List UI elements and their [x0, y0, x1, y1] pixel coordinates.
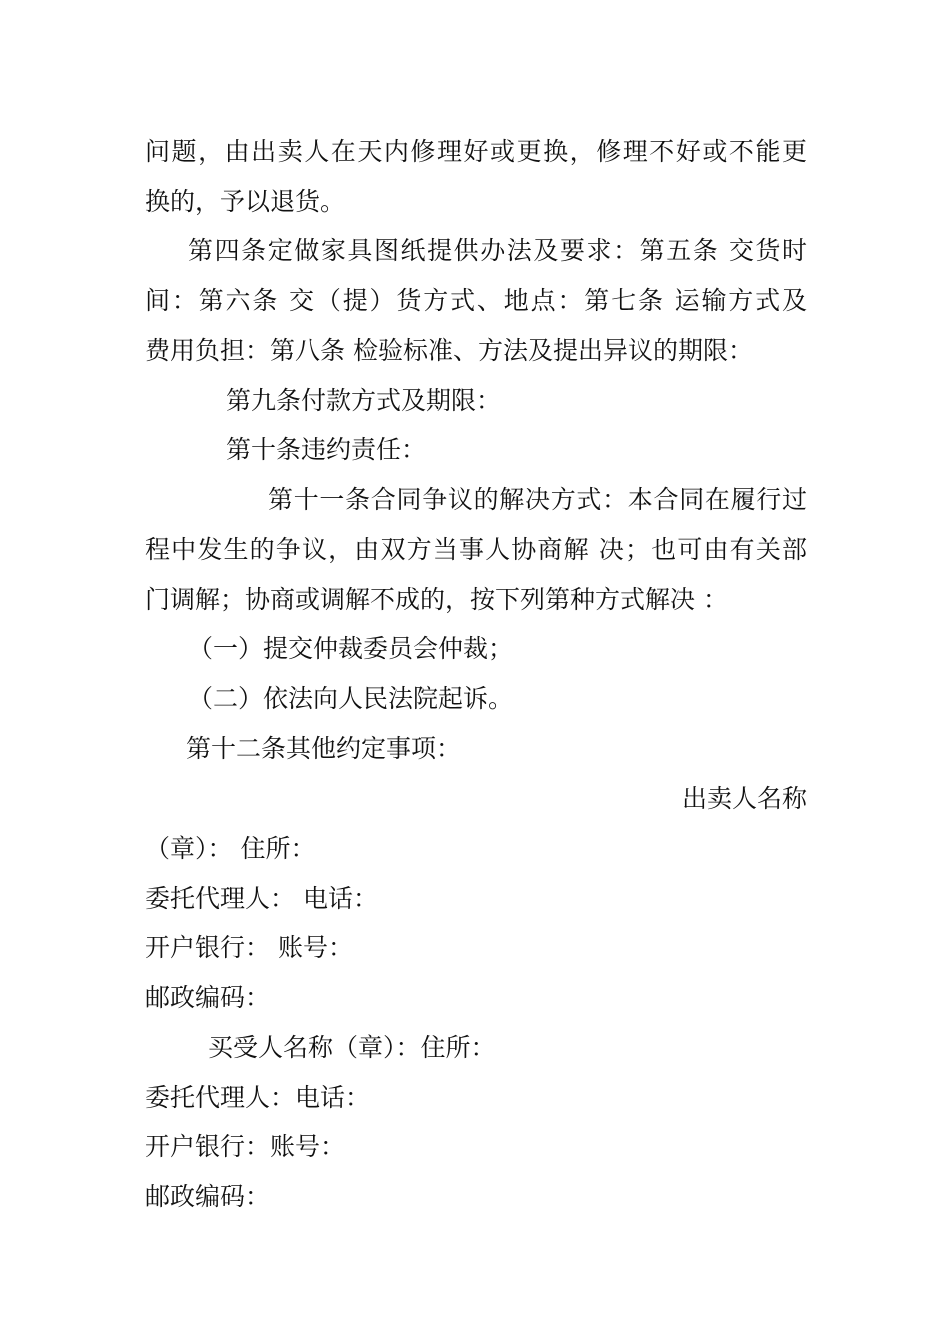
resolution-option-1: （一）提交仲裁委员会仲裁；: [188, 634, 514, 663]
seller-seal-address: （章）： 住所：: [145, 834, 316, 863]
seller-bank-account: 开户银行： 账号：: [145, 933, 353, 962]
article-12: 第十二条其他约定事项：: [186, 734, 462, 763]
seller-agent-phone: 委托代理人： 电话：: [145, 884, 378, 913]
body-line-1: 问题，由出卖人在天内修理好或更换，修理不好或不能更: [145, 137, 807, 166]
buyer-postcode: 邮政编码：: [145, 1182, 271, 1211]
article-9: 第九条付款方式及期限：: [226, 386, 502, 415]
article-4-line-2: 间：第六条 交（提）货方式、地点：第七条 运输方式及: [145, 286, 807, 315]
article-4-line-3: 费用负担：第八条 检验标准、方法及提出异议的期限：: [145, 336, 753, 365]
article-10: 第十条违约责任：: [226, 435, 427, 464]
article-11-line-1: 第十一条合同争议的解决方式：本合同在履行过: [268, 485, 807, 514]
seller-postcode: 邮政编码：: [145, 983, 271, 1012]
seller-name-label: 出卖人名称: [681, 784, 807, 813]
buyer-bank-account: 开户银行：账号：: [145, 1132, 346, 1161]
buyer-agent-phone: 委托代理人：电话：: [145, 1083, 371, 1112]
article-11-line-2: 程中发生的争议，由双方当事人协商解 决；也可由有关部: [145, 535, 807, 564]
buyer-name-address: 买受人名称（章）：住所：: [208, 1033, 496, 1062]
article-4-line-1: 第四条定做家具图纸提供办法及要求：第五条 交货时: [188, 236, 807, 265]
article-11-line-3: 门调解；协商或调解不成的，按下列第种方式解决 ：: [145, 585, 728, 614]
resolution-option-2: （二）依法向人民法院起诉。: [188, 684, 514, 713]
body-line-2: 换的，予以退货。: [145, 187, 346, 216]
